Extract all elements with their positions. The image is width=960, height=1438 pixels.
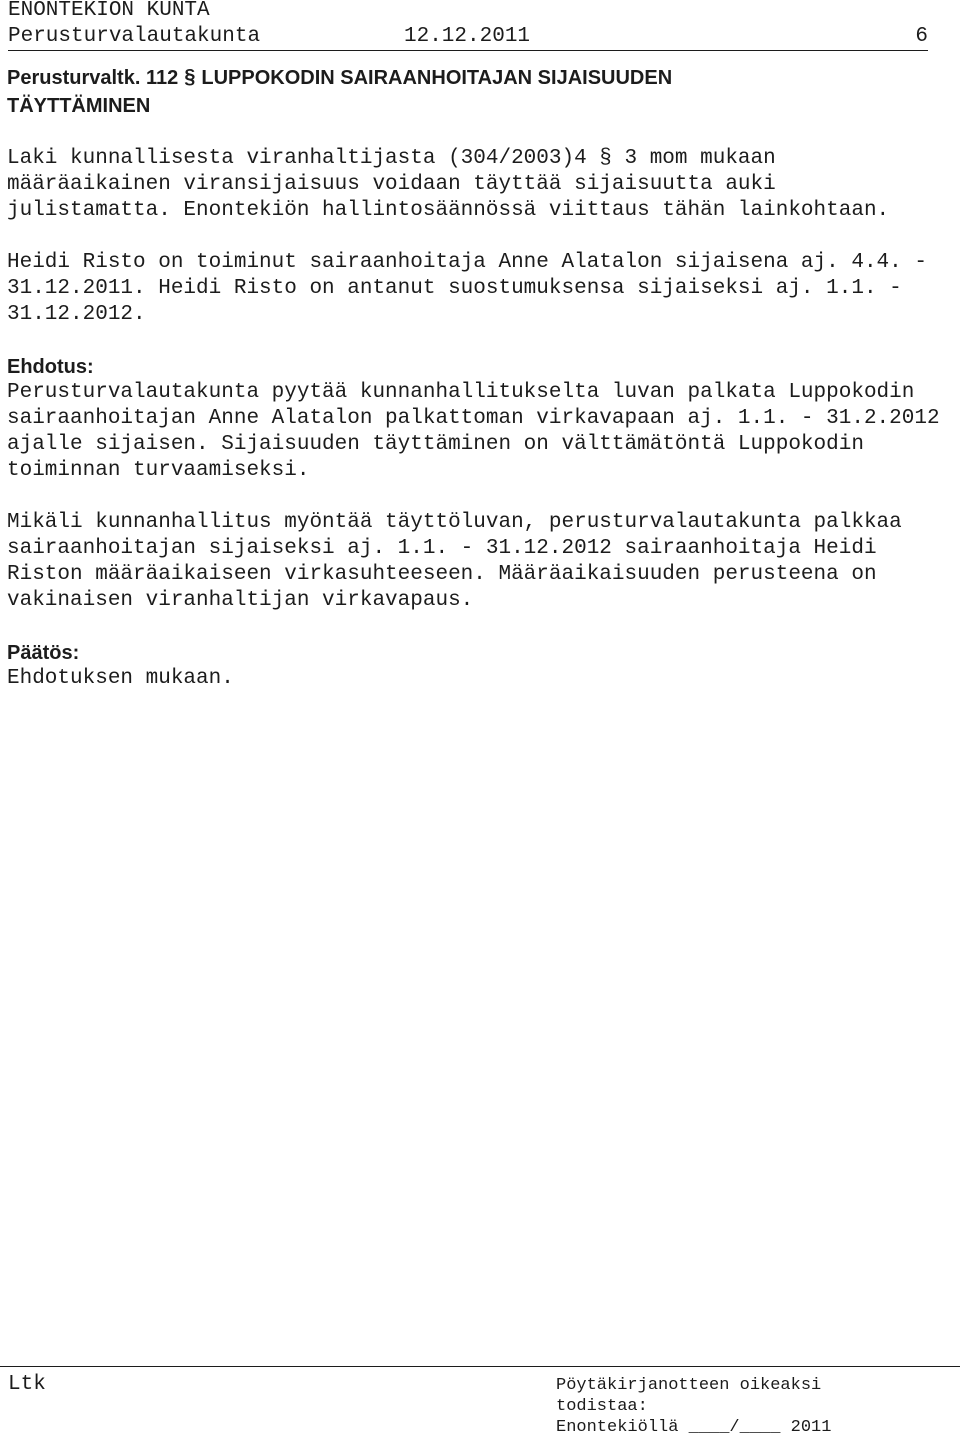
section-title-line2: TÄYTTÄMINEN bbox=[7, 95, 151, 117]
section-prefix: Perusturvaltk. 112 bbox=[7, 67, 179, 89]
header-line bbox=[8, 24, 928, 51]
paragraph-hiring: Mikäli kunnanhallitus myöntää täyttöluvan, perusturvalautakunta palkkaa sairaanhoitajan sijaiseksi aj. 1.1. - 31.12.2012 sairaanhoitaja Heidi Riston määräaikaiseen virkasuhteeseen. Määräaikaisuuden perusteena on vakinaisen viranhaltijan virkavapaus. bbox=[7, 511, 902, 612]
decision-text: Ehdotuksen mukaan. bbox=[7, 667, 234, 690]
meeting-date: 12.12.2011 bbox=[404, 25, 531, 48]
board-name: Perusturvalautakunta bbox=[8, 25, 261, 48]
footer-initials: Ltk bbox=[8, 1373, 46, 1396]
footer-divider bbox=[0, 1366, 960, 1367]
section-title-line1: LUPPOKODIN SAIRAANHOITAJAN SIJAISUUDEN bbox=[201, 67, 673, 89]
document-body bbox=[7, 65, 952, 692]
decision-block bbox=[7, 640, 952, 692]
section-symbol: § bbox=[183, 68, 196, 91]
organization-name: ENONTEKIÖN KUNTA bbox=[8, 0, 210, 22]
decision-label: Päätös: bbox=[7, 642, 80, 664]
proposal-text: Perusturvalautakunta pyytää kunnanhallitukselta luvan palkata Luppokodin sairaanhoitajan Anne Alatalon palkattoman virkavapaan aj. 1.1. - 31.2.2012 ajalle sijaisen. Sijaisuuden täyttäminen on välttämätöntä Luppokodin toiminnan turvaamiseksi. bbox=[7, 381, 940, 482]
certification-line2: todistaa: bbox=[556, 1397, 648, 1416]
certification-line3: Enontekiöllä ____/____ 2011 bbox=[556, 1418, 832, 1437]
paragraph-law-reference: Laki kunnallisesta viranhaltijasta (304/2003)4 § 3 mom mukaan määräaikainen viransijaisuus voidaan täyttää sijaisuutta auki julistamatta. Enontekiön hallintosäännössä viittaus tähän lainkohtaan. bbox=[7, 147, 890, 222]
certification-line1: Pöytäkirjanotteen oikeaksi bbox=[556, 1376, 822, 1395]
certification-block bbox=[556, 1375, 831, 1438]
paragraph-background: Heidi Risto on toiminut sairaanhoitaja Anne Alatalon sijaisena aj. 4.4. - 31.12.2011. Heidi Risto on antanut suostumuksensa sijaiseksi aj. 1.1. - 31.12.2012. bbox=[7, 251, 927, 326]
section-title bbox=[7, 65, 952, 119]
proposal-block bbox=[7, 354, 952, 484]
page-number: 6 bbox=[915, 25, 928, 48]
proposal-label: Ehdotus: bbox=[7, 356, 94, 378]
